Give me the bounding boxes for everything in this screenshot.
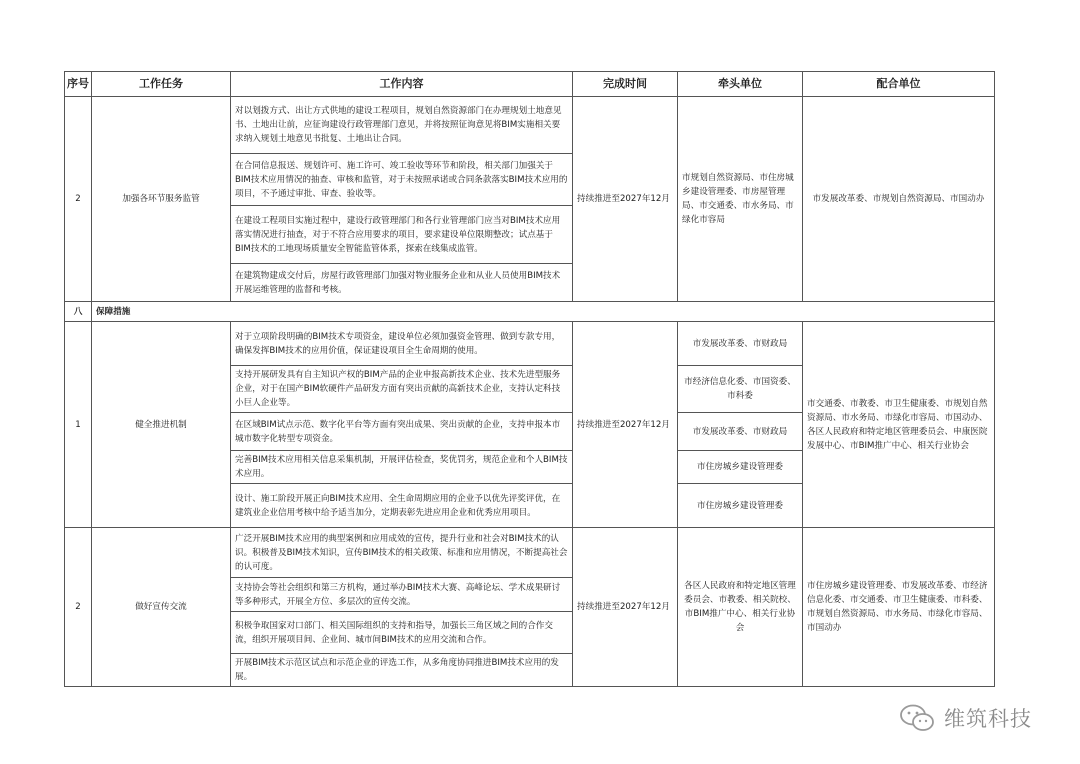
section-title: 保障措施 <box>92 302 995 322</box>
content-cell: 对于立项阶段明确的BIM技术专项资金，建设单位必须加强资金管理、做到专款专用，确保发挥BIM技术的应用价值，保证建设项目全生命周期的使用。 <box>231 322 573 366</box>
work-plan-table <box>64 71 995 687</box>
watermark-text: 维筑科技 <box>944 707 1032 731</box>
header-time: 完成时间 <box>573 72 678 97</box>
lead-unit-cell: 各区人民政府和特定地区管理委员会、市教委、相关院校、市BIM推广中心、相关行业协会 <box>678 528 803 687</box>
content-cell: 在合同信息报送、规划许可、施工许可、竣工验收等环节和阶段，相关部门加强关于BIM技术应用情况的抽查、审核和监管，对于未按照承诺或合同条款落实BIM技术应用的项目，不予通过审批、审查、验收等。 <box>231 154 573 206</box>
time-cell: 持续推进至2027年12月 <box>573 322 678 528</box>
header-lead: 牵头单位 <box>678 72 803 97</box>
lead-unit-cell: 市住房城乡建设管理委 <box>678 484 803 528</box>
table-row <box>65 322 995 366</box>
content-cell: 在区域BIM试点示范、数字化平台等方面有突出成果、突出贡献的企业，支持申报本市城市数字化转型专项资金。 <box>231 413 573 451</box>
content-cell: 支持开展研发具有自主知识产权的BIM产品的企业申报高新技术企业、技术先进型服务企业，对于在国产BIM软硬件产品研发方面有突出贡献的高新技术企业，支持认定科技小巨人企业等。 <box>231 366 573 413</box>
task-name: 加强各环节服务监管 <box>92 97 231 302</box>
lead-unit-cell: 市住房城乡建设管理委 <box>678 451 803 484</box>
task-name: 健全推进机制 <box>92 322 231 528</box>
section-row <box>65 302 995 322</box>
header-seq: 序号 <box>65 72 92 97</box>
header-task: 工作任务 <box>92 72 231 97</box>
watermark <box>898 700 1032 736</box>
wechat-icon <box>898 702 938 734</box>
row-number: 1 <box>65 322 92 528</box>
lead-unit-cell: 市规划自然资源局、市住房城乡建设管理委、市房屋管理局、市交通委、市水务局、市绿化市容局 <box>678 97 803 302</box>
lead-unit-cell: 市经济信息化委、市国资委、市科委 <box>678 366 803 413</box>
lead-unit-cell: 市发展改革委、市财政局 <box>678 322 803 366</box>
coop-unit-cell: 市发展改革委、市规划自然资源局、市国动办 <box>803 97 995 302</box>
content-cell: 设计、施工阶段开展正向BIM技术应用、全生命周期应用的企业予以优先评奖评优，在建筑业企业信用考核中给予适当加分，定期表彰先进应用企业和优秀应用项目。 <box>231 484 573 528</box>
content-cell: 完善BIM技术应用相关信息采集机制，开展评估检查，奖优罚劣，规范企业和个人BIM技术应用。 <box>231 451 573 484</box>
coop-unit-cell: 市交通委、市教委、市卫生健康委、市规划自然资源局、市水务局、市绿化市容局、市国动办、各区人民政府和特定地区管理委员会、申康医院发展中心、市BIM推广中心、相关行业协会 <box>803 322 995 528</box>
time-cell: 持续推进至2027年12月 <box>573 97 678 302</box>
header-row <box>65 72 995 97</box>
content-cell: 开展BIM技术示范区试点和示范企业的评选工作，从多角度协同推进BIM技术应用的发展。 <box>231 654 573 687</box>
header-coop: 配合单位 <box>803 72 995 97</box>
lead-unit-cell: 市发展改革委、市财政局 <box>678 413 803 451</box>
content-cell: 广泛开展BIM技术应用的典型案例和应用成效的宣传，提升行业和社会对BIM技术的认识。积极普及BIM技术知识，宣传BIM技术的相关政策、标准和应用情况，不断提高社会的认可度。 <box>231 528 573 578</box>
coop-unit-cell: 市住房城乡建设管理委、市发展改革委、市经济信息化委、市交通委、市卫生健康委、市科委、市规划自然资源局、市水务局、市绿化市容局、市国动办 <box>803 528 995 687</box>
task-name: 做好宣传交流 <box>92 528 231 687</box>
content-cell: 在建设工程项目实施过程中，建设行政管理部门和各行业管理部门应当对BIM技术应用落实情况进行抽查，对于不符合应用要求的项目，要求建设单位限期整改；试点基于BIM技术的工地现场质量安全智能监管体系，探索在线集成监管。 <box>231 206 573 264</box>
content-cell: 在建筑物建成交付后，房屋行政管理部门加强对物业服务企业和从业人员使用BIM技术开展运维管理的监督和考核。 <box>231 264 573 302</box>
content-cell: 对以划拨方式、出让方式供地的建设工程项目，规划自然资源部门在办理规划土地意见书、土地出让前，应征询建设行政管理部门意见，并将按照征询意见将BIM实施相关要求纳入规划土地意见书批复、土地出让合同。 <box>231 97 573 154</box>
table-row <box>65 528 995 578</box>
section-number: 八 <box>65 302 92 322</box>
time-cell: 持续推进至2027年12月 <box>573 528 678 687</box>
header-content: 工作内容 <box>231 72 573 97</box>
content-cell: 支持协会等社会组织和第三方机构，通过举办BIM技术大赛、高峰论坛、学术成果研讨等多种形式，开展全方位、多层次的宣传交流。 <box>231 578 573 612</box>
row-number: 2 <box>65 97 92 302</box>
table-row <box>65 97 995 154</box>
content-cell: 积极争取国家对口部门、相关国际组织的支持和指导，加强长三角区域之间的合作交流，组织开展项目间、企业间、城市间BIM技术的应用交流和合作。 <box>231 612 573 654</box>
row-number: 2 <box>65 528 92 687</box>
